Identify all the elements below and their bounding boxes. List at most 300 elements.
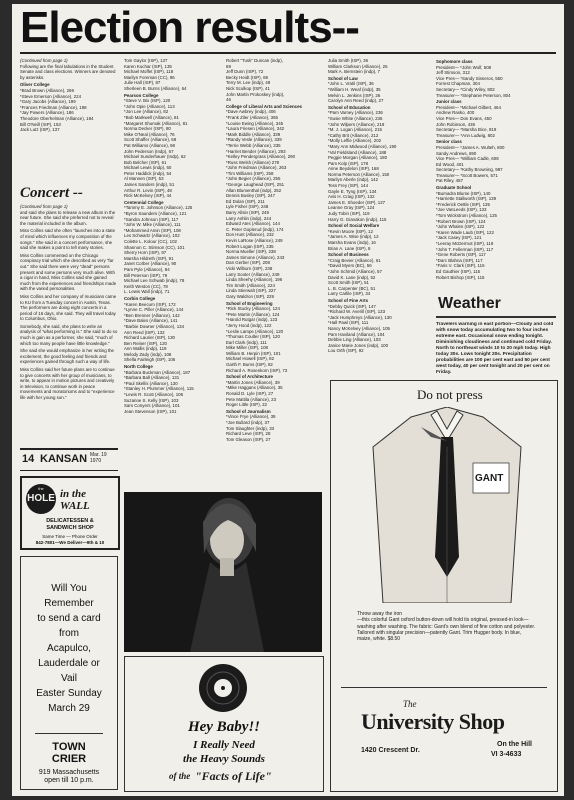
results-column-4 xyxy=(328,58,428,376)
result-entry: *Richard W. Averill (ISP), 133 xyxy=(328,309,386,315)
result-entry: Lou Orth (ISP), 92 xyxy=(328,348,364,354)
store-phone: VI 3-4633 xyxy=(491,751,522,758)
crier-store: TOWN CRIER xyxy=(51,741,87,765)
result-entry: *Mohammed Amin (ISP), 108 xyxy=(124,227,181,233)
result-entry: Gayle E. Tyng (ISP), 134 xyxy=(328,188,377,194)
result-entry: Tim Smith (Alliance), 224 xyxy=(226,282,275,288)
deli-logo-circle xyxy=(26,484,56,514)
result-entry: William B. Herpin (ISP), 101 xyxy=(226,350,281,356)
result-entry: *Bob Markwell (Alliance), 81 xyxy=(124,114,179,120)
result-entry: John Pederson (Indp), 67 xyxy=(124,148,174,154)
result-entry: Barry Allsin (ISP), 249 xyxy=(226,210,269,216)
section-heading: School of Law xyxy=(328,75,358,81)
section-heading: Oliver College xyxy=(20,82,50,88)
result-entry: *Molly Leffie (Alliance), 202 xyxy=(328,138,382,144)
section-heading: School of Fine Arts xyxy=(328,297,369,303)
result-entry: Peggie Morgan (Alliance), 180 xyxy=(328,155,388,161)
result-entry: Jeff Dunn (ISP), 72 xyxy=(226,69,264,75)
result-entry: Robert "Tusk" Duncan (indp), xyxy=(226,58,283,63)
result-entry: *Faris V. Clark (ISP), 116 xyxy=(436,263,485,269)
results-list xyxy=(226,58,322,103)
weather-title: Weather xyxy=(438,295,501,312)
article-paragraph: and said she plans to release a new album in the near future. She said she preferred not to reveal the material included in the album. xyxy=(20,209,116,226)
result-entry: *James A. Wise (indp), 12 xyxy=(328,234,379,240)
crier-line: to send a card xyxy=(37,613,101,624)
results-list xyxy=(226,306,322,373)
weather-rule xyxy=(436,316,556,318)
continued-note: (Continued from page 1) xyxy=(20,58,68,63)
results-column-3 xyxy=(226,58,322,488)
ad-line1: I Really Need xyxy=(193,739,255,751)
result-entry: Debbie Ling (Alliance), 103 xyxy=(328,337,381,343)
results-list xyxy=(436,105,556,139)
result-entry: *Thomas Coulter (ISP), 120 xyxy=(226,334,280,340)
result-entry: David K. Lane (indp), 52 xyxy=(328,274,376,280)
result-entry: Al Mannen (ISP), 53 xyxy=(124,176,164,182)
result-entry: *Tim Williams (ISP), 258 xyxy=(226,170,274,176)
result-entry: Linda Stierwalt (ISP), 227 xyxy=(226,288,276,294)
store-location: On the Hill xyxy=(497,741,532,748)
result-entry: Marilyn Aberle (indp), 142 xyxy=(328,177,379,183)
result-entry: *Jack Humphreys (Alliance), 130 xyxy=(328,314,392,320)
result-entry: William Clarkson (Alliance), 25 xyxy=(328,63,388,69)
result-entry: Nick Sculkop (ISP), 41 xyxy=(226,85,270,91)
result-entry: Sherry Horn (ISP), 97 xyxy=(124,250,167,256)
crier-message xyxy=(21,581,117,716)
result-entry: Garth F. Burns (ISP), 82 xyxy=(226,362,273,368)
shirt-illustration xyxy=(361,407,533,603)
result-entry: C. Peter Goplerud (indp), 174 xyxy=(226,226,284,232)
result-entry: *Barbie Downer (Alliance), 134 xyxy=(124,323,185,329)
results-list xyxy=(226,380,322,408)
result-entry: *Lynne C. Piller (Alliance), 144 xyxy=(124,307,184,313)
result-entry: *Lewis R. Scott (Alliance), 106 xyxy=(124,392,184,398)
crier-line: Remember xyxy=(44,598,94,609)
result-entry: *Gene Roberts (ISP), 117 xyxy=(436,252,486,258)
section-heading: School of Engineering xyxy=(226,300,273,306)
headline: Election results-- xyxy=(20,4,359,52)
result-entry: *Joe Bullard (indp), 37 xyxy=(226,420,270,425)
result-entry: *John Schmid (Alliance), 57 xyxy=(328,268,382,274)
results-list xyxy=(436,191,556,281)
result-entry: Earl Clark (indp), 111 xyxy=(226,339,267,345)
result-entry: *Darc Blahna (ISP), 117 xyxy=(436,257,483,263)
result-entry: Vice Pres— *William Cadle, 608 xyxy=(436,156,499,162)
results-list xyxy=(328,229,428,251)
result-entry: Tom Slaughter (indp), 33 xyxy=(226,425,275,431)
result-entry: Treasurer— *Ann Ludwig, 802 xyxy=(436,132,495,138)
results-list xyxy=(436,145,556,184)
results-list xyxy=(124,302,220,364)
section-heading: Junior class xyxy=(436,99,462,105)
article-paragraph: Miss Collins said her future plans are to continue to give concerts with her group of musicians, to write, to appear in motion pictures and creatively in television, to continue work in peace movements and moratoriums and to "experience life with her young son." xyxy=(20,367,115,400)
result-entry: *Kevin Moore (ISP), 12 xyxy=(328,228,373,234)
result-entry: President— *John Wolf, 508 xyxy=(436,64,492,70)
result-entry: Jean Stevenson (ISP), 101 xyxy=(124,408,177,414)
result-entry: Avis H. Craig (ISP), 132 xyxy=(328,194,375,200)
results-list xyxy=(124,58,220,92)
result-entry: Jack Lutz (ISP), 137 xyxy=(20,127,60,133)
result-entry: *Randy Vesle (Alliance), 339 xyxy=(226,137,282,143)
results-list xyxy=(124,370,220,415)
result-entry: Sam Conyers (Alliance), 101 xyxy=(124,403,180,409)
result-entry: *Harold Rutgar (indp), 123 xyxy=(226,317,278,323)
result-entry: *Jon Lee (Alliance), 82 xyxy=(124,109,169,115)
result-entry: Mark A. Bernstein (indp), 7 xyxy=(328,69,380,75)
article-paragraph: Miss Collins and her company of musicians came to KU from a Tuesday concert in Austin, Texas. The performers are doing eight concerts in a period of 16 days, she said. They will travel today to Columbus, Ohio. xyxy=(20,293,117,322)
article-paragraph: Miss Collins said she often "launches into a state of mind which influences my composition of the songs." She said in a concert performance, she said she makes a point to tell many stories. xyxy=(20,228,116,251)
results-list xyxy=(328,110,428,222)
ad-line2: the Heavy Sounds xyxy=(183,753,265,765)
section-heading: Centennial College xyxy=(124,199,164,205)
results-column-5 xyxy=(436,58,556,290)
result-entry: Vicki Wilburn (ISP), 238 xyxy=(226,265,273,271)
weather-forecast: Travelers warning in east portion—Cloudy and cold with snow today accumulating two to four inches extreme east. Occasional snow ending tonight. Diminishing cloudiness and continued cold Friday. North to northeast winds 10 to 20 mph today. High today 30s. Lows tonight 20s. Precipitation probabilities are 100 per cent east and 50 per cent west today, 40 per cent tonight and 20 per cent on Friday. xyxy=(436,322,554,375)
crier-line: from xyxy=(59,628,79,639)
result-entry: *Leeray McDermot (ISP), 119 xyxy=(436,241,494,246)
result-entry: Marsha Hildreth (ISP), 91 xyxy=(124,255,174,261)
result-entry: Allan Blumenthal (indp), 252 xyxy=(226,187,282,193)
results-list xyxy=(20,88,118,133)
result-entry: Janice Marie Jones (indp), 100 xyxy=(328,342,389,348)
result-entry: Suzanne S. Kelly (ISP), 103 xyxy=(124,397,179,403)
result-entry: *Frank Ziler (Alliance), 365 xyxy=(226,114,278,120)
result-entry: *William H. Weaf (indp), 35 xyxy=(328,86,381,92)
result-entry: *Val Fieldsland (Alliance), 188 xyxy=(328,149,387,155)
section-heading: School of Architecture xyxy=(226,374,273,380)
crier-line: Acapulco, xyxy=(47,643,91,654)
result-entry: Tom Gaylor (ISP), 137 xyxy=(124,58,168,63)
result-entry: Roger Little (ISP), 22 xyxy=(226,402,267,408)
result-entry: Robert Bishop (ISP), 115 xyxy=(436,274,485,280)
result-entry: *Terrie Webb (Alliance), 335 xyxy=(226,142,281,148)
results-list xyxy=(124,205,220,295)
result-entry: President— *James A. Wulteh, 800 xyxy=(436,144,505,150)
result-entry: *Robert Brown (ISP), 124 xyxy=(436,218,486,224)
crier-line: Vail xyxy=(61,673,77,684)
store-the: The xyxy=(403,699,417,709)
results-list xyxy=(436,65,556,99)
result-entry: Kevin LaRose (Alliance), 249 xyxy=(226,238,283,243)
result-entry: Forrest Chapman, 304 xyxy=(436,81,480,87)
result-entry: *M. J. Logan (Alliance), 215 xyxy=(328,127,382,133)
result-entry: James Sanders (indp), 51 xyxy=(124,182,175,188)
result-entry: Don Hunt (Alliance), 232 xyxy=(226,232,274,238)
result-entry: Treasurer— *Scott Bowers, 571 xyxy=(436,172,498,178)
result-entry: Scott Smith (ISP), 51 xyxy=(328,280,369,286)
shirt-icon xyxy=(361,407,533,603)
result-entry: Jeff Stimson, 312 xyxy=(436,70,470,76)
concert-article xyxy=(20,204,118,442)
result-entry: Lyle Fisher (ISP), 248 xyxy=(226,204,269,210)
result-entry: Tom Gleason (ISP), 27 xyxy=(226,436,271,442)
result-entry: Pat Riley, 487 xyxy=(436,178,464,184)
result-entry: Marsha Evans (indp), 16 xyxy=(328,240,376,245)
article-paragraph: She said she would emphasize in her writing the excitement, the good feeling and friends and experiences gained through such a way of life. xyxy=(20,348,114,365)
result-entry: Leanne Gray (ISP), 124 xyxy=(328,205,375,211)
result-entry: Michael Lewis (indp), 60 xyxy=(124,165,172,171)
results-list xyxy=(226,414,322,442)
result-entry: Ann Wallis (indp), 119 xyxy=(124,346,167,352)
result-entry: Becky Heidt (ISP), 69 xyxy=(226,74,268,80)
result-entry: Peter Haddick (indp), 54 xyxy=(124,170,172,176)
result-entry: Larry Carlile (ISP), 34 xyxy=(328,291,371,297)
result-entry: *John Whalen (ISP), 122 xyxy=(436,224,485,230)
result-entry: Mike O'Neal (Alliance), 76 xyxy=(124,131,175,137)
result-entry: Michael Howell (ISP), 82 xyxy=(226,356,275,362)
result-entry: *Harriette Stallworth (ISP), 139 xyxy=(436,196,497,202)
result-entry: Shannon C. Stimson (CC), 101 xyxy=(124,244,185,250)
deli-hours: Same Time — Phone Order xyxy=(42,534,98,539)
result-entry: Nancy McKelvey (Alliance), 105 xyxy=(328,325,390,331)
results-list xyxy=(328,58,428,75)
result-entry: Colette L. Kolour (CC), 102 xyxy=(124,239,177,244)
results-intro: Following are the final tabulations in the Student Senate and class elections. Winners are denoted by asterisks. xyxy=(20,63,116,80)
result-entry: *John W. Mike (Alliance), 111 xyxy=(124,222,181,228)
result-entry: Melvin L. Jenkins (ISP), 26 xyxy=(328,92,381,98)
result-entry: Pete Mattila (Alliance), 23 xyxy=(226,396,277,402)
result-entry: *John T. Fellerman (ISP), 117 xyxy=(436,246,494,252)
result-entry: Andrew Rasko, 400 xyxy=(436,110,475,116)
university-shop-ad xyxy=(330,380,558,792)
result-entry: *George Laughead (ISP), 251 xyxy=(226,182,285,188)
result-entry: *Sandra Johnson (ISP), 117 xyxy=(124,216,179,222)
headline-rule xyxy=(20,52,556,54)
result-entry: Keith Weston (CC), 78 xyxy=(124,283,168,289)
result-entry: Arthur R. Levin (ISP), 48 xyxy=(124,187,172,193)
result-entry: Tess Frey (ISP), 144 xyxy=(328,183,369,189)
section-heading: School of Journalism xyxy=(226,408,271,414)
section-heading: North College xyxy=(124,364,153,370)
result-entry: *Paul Skellis (Alliance), 130 xyxy=(124,380,178,386)
result-entry: Mike Miller (ISP), 108 xyxy=(226,345,268,351)
result-entry: Bill O'Neill (ISP), 153 xyxy=(20,121,61,127)
result-entry: *Gary Jacobs (Alliance), 199 xyxy=(20,99,76,105)
result-entry: Michael Sunderhauer (Indp), 62 xyxy=(124,154,186,160)
result-entry: Michael Moffet (ISP), 118 xyxy=(124,69,174,75)
ad-headline: Do not press xyxy=(417,387,483,402)
result-entry: Ed Wood, 401 xyxy=(436,161,464,167)
result-entry: *Tammy E. Johnson (Alliance), 125 xyxy=(124,205,193,211)
result-entry: Richard A. Rosenkorn (ISP), 73 xyxy=(226,367,288,373)
ad-line4: "Facts of Life" xyxy=(195,769,272,783)
result-entry: Gary Waldron (ISP), 229 xyxy=(226,293,274,299)
result-entry: *Pete Martin (Alliance), 124 xyxy=(226,311,280,317)
result-entry: John Robinson, 436 xyxy=(436,121,476,127)
results-list xyxy=(328,258,428,297)
result-entry: Richard Leve (ISP), 28 xyxy=(226,431,271,437)
result-entry: Marilyn Foreman (CC), 96 xyxy=(124,74,175,80)
result-entry: Janet Corber (Alliance), 90 xyxy=(124,261,177,267)
result-entry: Larry Sooter (Alliance), 249 xyxy=(226,271,280,277)
facts-of-life-ad xyxy=(124,656,324,792)
deli-logo-hole: HOLE xyxy=(27,493,55,504)
town-crier-ad xyxy=(20,556,118,790)
deli-phone: 842-7801—We Deliver—9th & 10 xyxy=(35,540,105,545)
result-entry: *Cathy Brit (Alliance), 212 xyxy=(328,132,379,138)
crier-line: Will You xyxy=(51,583,87,594)
section-heading: Corbin College xyxy=(124,295,156,301)
result-entry: *Vince Frye (Alliance), 39 xyxy=(226,414,276,420)
result-entry: *Brad Brown (Alliance), 269 xyxy=(20,87,74,93)
record-illustration xyxy=(187,661,259,715)
result-entry: *Margaret Shumak (Alliance), 81 xyxy=(124,120,188,126)
result-entry: Michael Lee Schwab (indp), 78 xyxy=(124,278,185,284)
result-entry: *Mark Biddle (Alliance), 339 xyxy=(226,131,281,137)
result-entry: Secretary— *Cindy Wiley, 802 xyxy=(436,86,495,92)
results-column-2 xyxy=(124,58,220,488)
results-list xyxy=(124,98,220,199)
result-entry: Linda Sheehy (Alliance), 196 xyxy=(226,277,283,283)
result-entry: *Steve V. Bix (ISP), 120 xyxy=(124,98,171,104)
result-entry: Les Schwartz (Alliance), 102 xyxy=(124,233,180,239)
result-entry: *Karen Wade Laub (ISP), 122 xyxy=(436,229,494,235)
ad-divider xyxy=(341,687,547,688)
portrait-illustration xyxy=(124,492,322,652)
result-entry: *Pam Varney (Alliance), 236 xyxy=(328,110,383,116)
result-entry: L. Lewis Wall (indp), 71 xyxy=(124,289,170,295)
result-entry: *Karen Beecum (ISP), 172 xyxy=(124,301,176,307)
crier-divider xyxy=(35,733,103,734)
result-entry: Edward Ates (Alliance), 144 xyxy=(226,221,280,227)
ad-line3: of the xyxy=(169,771,191,781)
result-entry: *Burnadra Blume (ISP), 140 xyxy=(436,190,491,196)
result-entry: James Simone (Alliance), 243 xyxy=(226,254,285,260)
result-entry: *Ben Brenner (Alliance), 142 xyxy=(124,312,180,318)
store-name: University Shop xyxy=(361,709,505,734)
result-entry: *David Myers (BC), 56 xyxy=(328,263,372,269)
article-paragraph: Somebody, she said, she plans to write an analysis of "what performing is." She said to do so much is gain as a performer, she said, "much of which too many people have little knowledge." xyxy=(20,323,118,346)
result-entry: Pam Pyle (Alliance), 84 xyxy=(124,266,170,272)
result-entry: Rick McKelvey (ISP), 44 xyxy=(124,193,172,199)
continued-note: (Continued from page 1) xyxy=(20,204,68,209)
result-entry: Karen Kuchar (ISP), 135 xyxy=(124,63,172,69)
newspaper-page xyxy=(12,4,564,796)
results-list xyxy=(226,109,322,299)
result-entry: *Mary Ann Midwood (Alliance), 190 xyxy=(328,143,397,149)
result-entry: Sherleen B. Burns (Alliance), 64 xyxy=(124,85,187,91)
article-paragraph: Miss Collins commented on the Chicago conspiracy trial which she described as very "far out." She said there were very "dead" persons present and some persons very much alive. With a cigar in hand, Miss Collins said she gained much from the experiences and friendships made with the varied personalities. xyxy=(20,252,117,292)
result-entry: Pam Kolp (ISP), 178 xyxy=(328,160,369,166)
result-entry: Norma Mueller (ISP), 238 xyxy=(226,249,276,255)
result-entry: Ed Gauthier (ISP), 115 xyxy=(436,268,481,274)
result-entry: Pat Williams (Alliance), 68 xyxy=(124,142,175,148)
result-entry: Ben Reiner (ISP), 120 xyxy=(124,340,167,346)
deli-name: in the WALL xyxy=(60,488,90,512)
result-entry: *Hall Pawl (ISP), 111 xyxy=(328,320,369,326)
result-entry: *Jay Powers (Alliance), 186 xyxy=(20,110,74,116)
result-entry: Larry Ashlin (indp), 244 xyxy=(226,215,272,221)
result-entry: Ed Dolan (ISP), 211 xyxy=(226,198,265,204)
deli-line3: DELICATESSEN & xyxy=(46,518,94,524)
crier-line: Easter Sunday xyxy=(36,688,102,699)
result-entry: Ronald D. Lyle (ISP), 27 xyxy=(226,391,274,397)
result-entry: *Craig Bevier (Alliance), 61 xyxy=(328,257,381,263)
result-entry: Ann Reed (ISP), 132 xyxy=(124,329,165,335)
section-heading: School of Social Welfare xyxy=(328,223,380,229)
result-entry: Melody Zady (indp), 108 xyxy=(124,351,172,357)
result-entry: Terry M. Lee (indp), 48 xyxy=(226,80,271,86)
result-entry: *Louise Ewing (Alliance), 345 xyxy=(226,120,284,126)
crier-address: 919 Massachusetts open till 10 p.m. xyxy=(38,769,100,784)
ad-body: Throw away the iron —this colorful Gant oxford button-down will hold its original, pressed-in look—washing after washing. The fabric: Gant's own blend of fine cotton and polyester. Tailored with singular precision—patently Gant. Trim Hugger body. In blue, maize, white. $8.50 xyxy=(357,611,536,643)
section-heading: Graduate School xyxy=(436,185,472,191)
result-entry: Sandy Andrews, 690 xyxy=(436,150,477,156)
result-entry: 46 xyxy=(226,97,231,103)
section-heading: Sophomore class xyxy=(436,59,473,64)
paper-name: KANSAN xyxy=(40,453,88,465)
result-entry: *Jack Casey (ISP), 121 xyxy=(436,235,482,241)
results-column-1 xyxy=(20,58,118,182)
crier-line: Lauderdale or xyxy=(38,658,100,669)
result-entry: *Kelley Pendergrass (Alliance), 290 xyxy=(226,154,296,160)
portrait-photo xyxy=(124,492,322,652)
section-heading: Pearson College xyxy=(124,92,159,98)
result-entry: Julia Smith (ISP), 36 xyxy=(328,58,369,63)
result-entry: *Dave Awbrey (indp), 406 xyxy=(226,109,276,115)
result-entry: Scott Shaffer (Alliance), 68 xyxy=(124,137,177,143)
result-entry: 69 xyxy=(226,63,231,69)
record-icon xyxy=(187,661,259,715)
result-entry: Bob Belcher (ISP), 61 xyxy=(124,159,167,165)
result-entry: *Leslie Lampe (Alliance), 120 xyxy=(226,328,284,334)
result-entry: Robert Logan (ISP), 235 xyxy=(226,243,274,249)
result-entry: *John Begier (Alliance), 255 xyxy=(226,176,281,182)
result-entry: Pam Haviland (Alliance), 104 xyxy=(328,331,385,337)
result-entry: *Stanley H. Plummer (Alliance), 115 xyxy=(124,386,194,392)
result-entry: Secretary— *Marsha Bice, 819 xyxy=(436,127,497,133)
section-heading: School of Business xyxy=(328,252,369,258)
result-entry: Secretary— *Kathy Browning, 987 xyxy=(436,167,503,173)
result-entry: *Barbara Buckman (Alliance), 187 xyxy=(124,369,191,375)
ad-headline: Hey Baby!! xyxy=(187,719,261,735)
section-heading: College of Liberal Arts and Sciences xyxy=(226,103,302,109)
deli-logo-the: the xyxy=(38,486,44,491)
result-entry: *John Opie (Alliance), 113 xyxy=(124,103,175,109)
result-entry: Bill Peterson (ISP), 79 xyxy=(124,272,168,278)
result-entry: Norma Decker (ISP), 80 xyxy=(124,126,171,132)
section-heading: Senior class xyxy=(436,139,462,145)
result-entry: *Harriet Bender (Alliance), 293 xyxy=(226,148,286,154)
result-entry: Dan Gerber (ISP), 208 xyxy=(226,260,270,266)
result-entry: *Mike Haggans (Alliance), 35 xyxy=(226,385,283,391)
result-entry: *Byron Saunders (Alliance), 121 xyxy=(124,211,187,217)
deli-line4: SANDWICH SHOP xyxy=(46,525,94,531)
result-entry: Treasurer— *Stephanie Peterson, 804 xyxy=(436,92,511,98)
crier-line: March 29 xyxy=(48,703,90,714)
result-entry: *Rick Stucky (Alliance), 124 xyxy=(226,306,280,312)
results-list xyxy=(328,304,428,354)
result-entry: *Frederick Oettle (ISP), 135 xyxy=(436,201,490,207)
result-entry: Theodore Oberhelman (Alliance), 184 xyxy=(20,115,94,121)
result-entry: *Dave Bales (Alliance), 141 xyxy=(124,318,178,324)
result-entry: Judy Tobin (ISP), 119 xyxy=(328,211,370,217)
result-entry: Julie Hall (ISP), 87 xyxy=(124,80,161,86)
result-entry: President— *Michael Gilbert, 464 xyxy=(436,104,501,110)
store-address: 1420 Crescent Dr. xyxy=(361,747,420,754)
result-entry: *Russ Welsh (Alliance) 278 xyxy=(226,159,280,165)
result-entry: *Jerry Hood (indp), 122 xyxy=(226,322,272,328)
result-entry: *Frances Friedman (Alliance), 198 xyxy=(20,104,87,110)
result-entry: Vice Pres— Don Evans, 450 xyxy=(436,115,492,121)
result-entry: Norma Peterson (Alliance), 150 xyxy=(328,171,390,177)
result-entry: Shella Fairleigh (ISP), 106 xyxy=(124,357,176,363)
result-entry: *John Wilpers (Alliance), 219 xyxy=(328,121,385,127)
result-entry: Vice Pres— *Sandy Sisneros, 550 xyxy=(436,75,503,81)
result-entry: *John L. Vratil (ISP), 36 xyxy=(328,81,374,87)
result-entry: L. B. Carpenter (BC), 51 xyxy=(328,285,376,291)
result-entry: *Tom Wickstrom (Alliance), 125 xyxy=(436,213,497,219)
